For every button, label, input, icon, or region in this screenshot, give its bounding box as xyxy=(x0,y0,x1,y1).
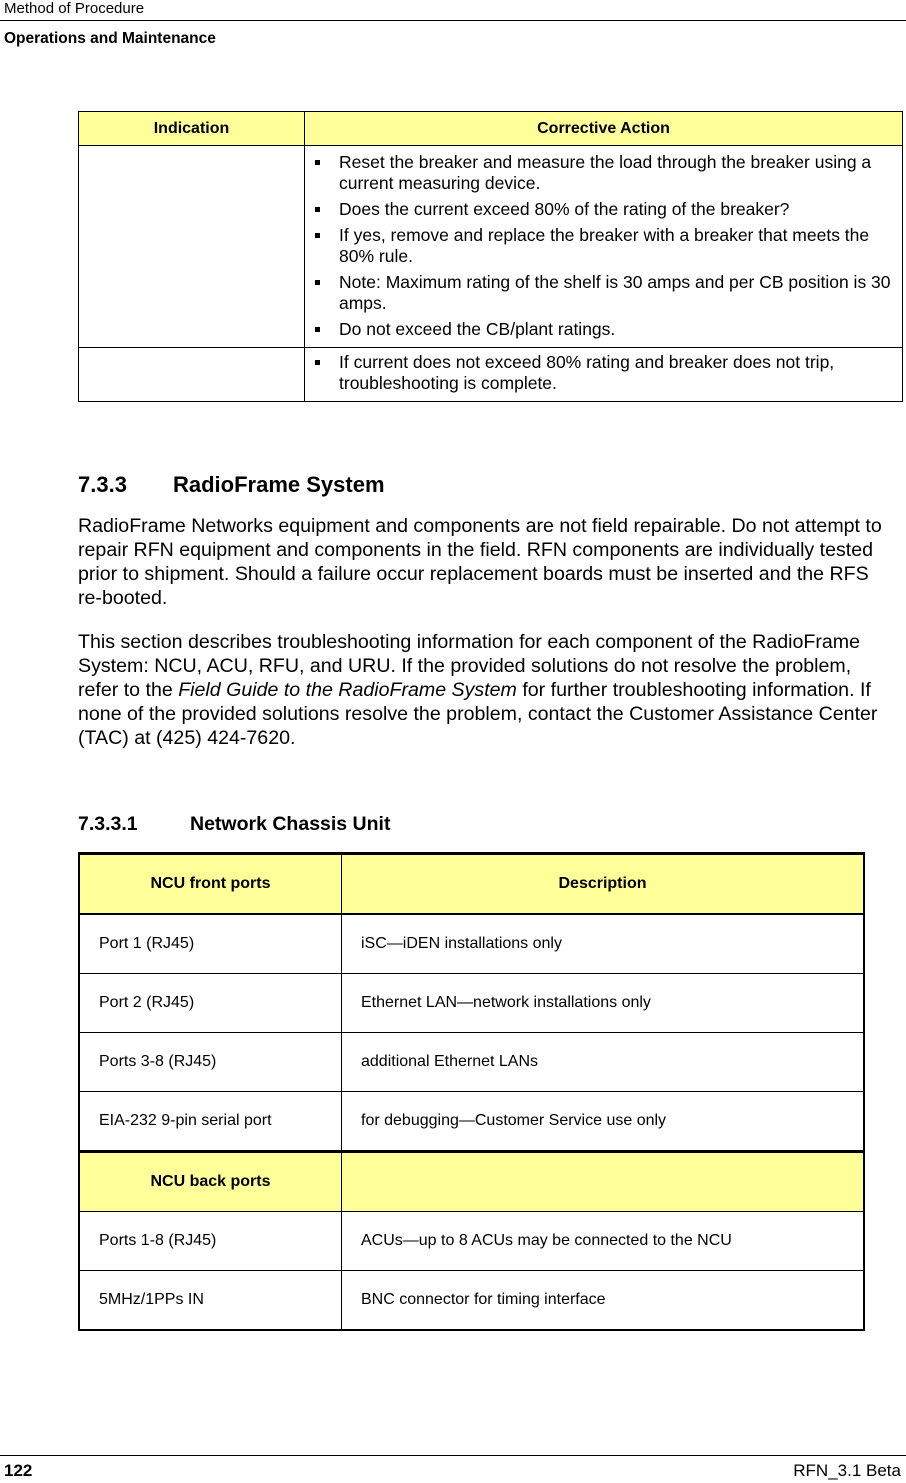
indication-cell xyxy=(79,146,305,348)
paragraph-troubleshooting xyxy=(78,630,893,750)
table-row xyxy=(79,146,903,348)
header-doc-type: Method of Procedure xyxy=(4,0,145,17)
table-row xyxy=(79,974,864,1033)
paragraph-repairability: RadioFrame Networks equipment and components are not field repairable. Do not attempt to repair RFN equipment and components in the field. RFN components are individually tested prior to shipment. Should a failure occur replacement boards must be inserted and the RFS re-booted. xyxy=(78,515,882,609)
description-cell: BNC connector for timing interface xyxy=(342,1271,865,1331)
description-cell: additional Ethernet LANs xyxy=(342,1033,865,1092)
list-item: Do not exceed the CB/plant ratings. xyxy=(311,319,896,340)
port-cell: Port 1 (RJ45) xyxy=(79,914,342,974)
section-title: RadioFrame System xyxy=(173,472,385,497)
corrective-action-header: Corrective Action xyxy=(305,112,903,146)
header-section: Operations and Maintenance xyxy=(4,30,216,47)
field-guide-title: Field Guide to the RadioFrame System xyxy=(178,679,517,701)
subsection-number: 7.3.3.1 xyxy=(78,813,138,835)
table-row xyxy=(79,1212,864,1271)
action-cell xyxy=(305,146,903,348)
table-header-row xyxy=(79,854,864,915)
paragraph-text: This section describes troubleshooting information for each component of the RadioFrame System: NCU, ACU, RFU, and URU. If the provided solutions do not resolve the problem, refer to the xyxy=(78,631,860,701)
table-row xyxy=(79,1092,864,1152)
back-ports-header: NCU back ports xyxy=(79,1152,342,1212)
action-cell xyxy=(305,348,903,402)
back-description-header xyxy=(342,1152,865,1212)
list-item: If yes, remove and replace the breaker with a breaker that meets the 80% rule. xyxy=(311,225,896,267)
section-number: 7.3.3 xyxy=(78,472,127,497)
port-cell: EIA-232 9-pin serial port xyxy=(79,1092,342,1152)
corrective-action-table xyxy=(78,111,903,402)
section-heading-7-3-3-1 xyxy=(78,813,390,836)
front-ports-header: NCU front ports xyxy=(79,854,342,915)
list-item: Reset the breaker and measure the load through the breaker using a current measuring device. xyxy=(311,152,896,194)
list-item: If current does not exceed 80% rating and breaker does not trip, troubleshooting is complete. xyxy=(311,352,896,394)
list-item: Note: Maximum rating of the shelf is 30 amps and per CB position is 30 amps. xyxy=(311,272,896,314)
table-subheader-row xyxy=(79,1152,864,1212)
paragraph-text: for further troubleshooting information. If none of the provided solutions resolve the problem, contact the Customer Assistance Center (TAC) at (425) 424-7620. xyxy=(78,679,878,749)
description-header: Description xyxy=(342,854,865,915)
ncu-ports-table xyxy=(78,852,865,1331)
description-cell: ACUs—up to 8 ACUs may be connected to the NCU xyxy=(342,1212,865,1271)
page-number: 122 xyxy=(4,1461,33,1480)
table-header-row xyxy=(79,112,903,146)
port-cell: Ports 1-8 (RJ45) xyxy=(79,1212,342,1271)
port-cell: Ports 3-8 (RJ45) xyxy=(79,1033,342,1092)
description-cell: iSC—iDEN installations only xyxy=(342,914,865,974)
document-version: RFN_3.1 Beta xyxy=(793,1461,901,1480)
list-item: Does the current exceed 80% of the rating of the breaker? xyxy=(311,199,896,220)
description-cell: Ethernet LAN—network installations only xyxy=(342,974,865,1033)
indication-cell xyxy=(79,348,305,402)
section-heading-7-3-3 xyxy=(78,472,385,498)
subsection-title: Network Chassis Unit xyxy=(190,813,391,835)
port-cell: 5MHz/1PPs IN xyxy=(79,1271,342,1331)
table-row xyxy=(79,914,864,974)
table-row xyxy=(79,348,903,402)
indication-header: Indication xyxy=(79,112,305,146)
footer-rule xyxy=(0,1455,906,1456)
port-cell: Port 2 (RJ45) xyxy=(79,974,342,1033)
description-cell: for debugging—Customer Service use only xyxy=(342,1092,865,1152)
table-row xyxy=(79,1033,864,1092)
table-row xyxy=(79,1271,864,1331)
header-rule xyxy=(0,20,906,21)
